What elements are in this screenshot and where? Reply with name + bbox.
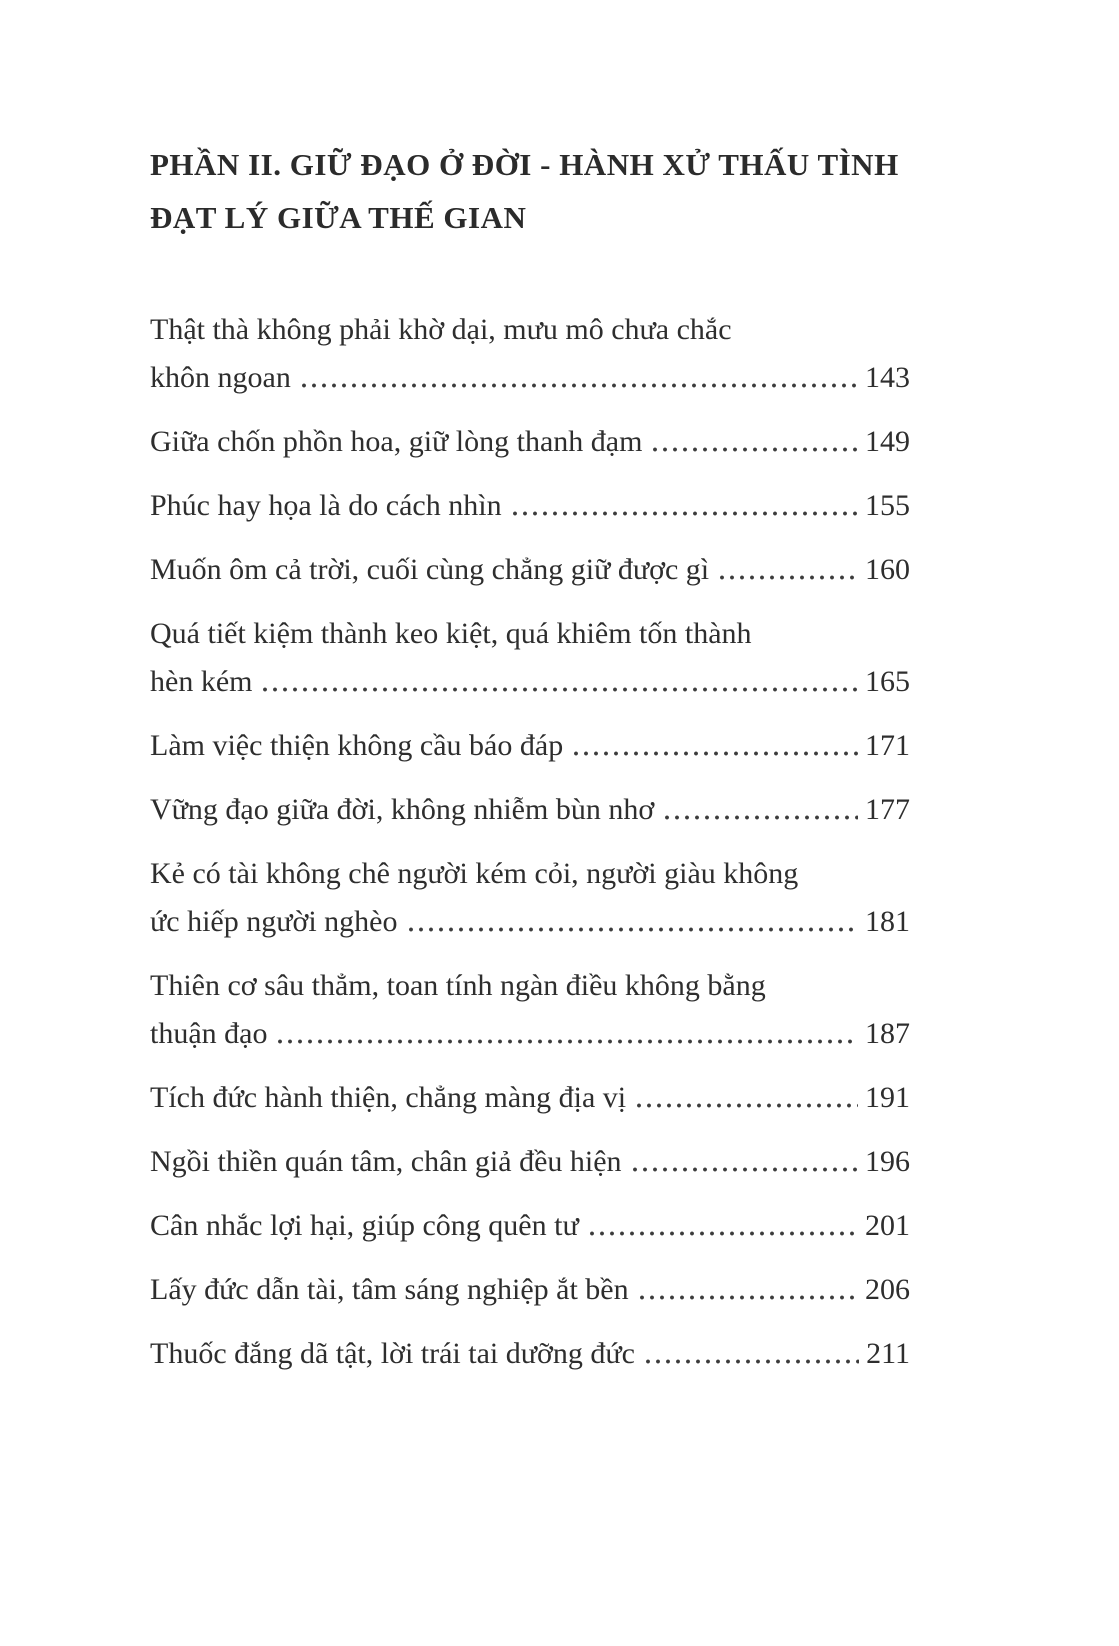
toc-leader-dots bbox=[275, 1038, 858, 1045]
toc-entry-title-line: Quá tiết kiệm thành keo kiệt, quá khiêm tốn thành bbox=[150, 617, 752, 650]
toc-entry-last-line bbox=[150, 722, 910, 770]
toc-entry-last-line bbox=[150, 1010, 910, 1058]
toc-entry-title: Muốn ôm cả trời, cuối cùng chẳng giữ được gì bbox=[150, 553, 710, 586]
toc-entry-title: ức hiếp người nghèo bbox=[150, 905, 398, 938]
toc-page-number: 165 bbox=[865, 665, 910, 698]
toc-entry-last-line bbox=[150, 1330, 910, 1378]
toc-leader-dots bbox=[717, 574, 858, 581]
toc-entry-title: Giữa chốn phồn hoa, giữ lòng thanh đạm bbox=[150, 425, 643, 458]
toc-leader-dots bbox=[662, 814, 858, 821]
toc-page-number: 206 bbox=[865, 1273, 910, 1306]
toc-page-number: 155 bbox=[865, 489, 910, 522]
section-heading-line2: ĐẠT LÝ GIỮA THẾ GIAN bbox=[150, 200, 527, 235]
toc-entry-title: Tích đức hành thiện, chẳng màng địa vị bbox=[150, 1081, 627, 1114]
toc-entry-title: thuận đạo bbox=[150, 1017, 268, 1050]
toc-entry bbox=[150, 850, 910, 946]
toc-page-number: 211 bbox=[866, 1337, 910, 1370]
toc-entry-title: Ngồi thiền quán tâm, chân giả đều hiện bbox=[150, 1145, 622, 1178]
toc-entry bbox=[150, 722, 910, 770]
toc-entry-last-line bbox=[150, 354, 910, 402]
toc-entry bbox=[150, 1138, 910, 1186]
section-heading bbox=[150, 138, 910, 244]
toc-entry-title: Làm việc thiện không cầu báo đáp bbox=[150, 729, 564, 762]
toc-entry bbox=[150, 1202, 910, 1250]
toc-entry-last-line bbox=[150, 482, 910, 530]
toc-page-number: 191 bbox=[865, 1081, 910, 1114]
toc-leader-dots bbox=[630, 1166, 858, 1173]
toc-leader-dots bbox=[650, 446, 858, 453]
toc-page-number: 196 bbox=[865, 1145, 910, 1178]
toc-page-number: 181 bbox=[865, 905, 910, 938]
toc-leader-dots bbox=[571, 750, 858, 757]
toc-entry-title: Lấy đức dẫn tài, tâm sáng nghiệp ắt bền bbox=[150, 1273, 629, 1306]
toc-leader-dots bbox=[643, 1358, 859, 1365]
toc-leader-dots bbox=[510, 510, 858, 517]
toc-page-number: 187 bbox=[865, 1017, 910, 1050]
toc-page-number: 143 bbox=[865, 361, 910, 394]
toc-entry bbox=[150, 1266, 910, 1314]
toc-entry-last-line bbox=[150, 898, 910, 946]
toc-leader-dots bbox=[587, 1230, 858, 1237]
toc-leader-dots bbox=[260, 686, 858, 693]
toc-entry bbox=[150, 610, 910, 706]
toc-page-number: 177 bbox=[865, 793, 910, 826]
toc-entry-title: Vững đạo giữa đời, không nhiễm bùn nhơ bbox=[150, 793, 655, 826]
toc-leader-dots bbox=[406, 926, 859, 933]
toc-leader-dots bbox=[637, 1294, 858, 1301]
toc-entry bbox=[150, 418, 910, 466]
toc-entry-last-line bbox=[150, 1202, 910, 1250]
toc-entry-title: Thuốc đắng dã tật, lời trái tai dưỡng đức bbox=[150, 1337, 635, 1370]
toc-entry-last-line bbox=[150, 418, 910, 466]
toc-leader-dots bbox=[299, 382, 858, 389]
toc-entry bbox=[150, 1330, 910, 1378]
toc-entry-title: khôn ngoan bbox=[150, 361, 291, 394]
toc-list bbox=[150, 306, 910, 1378]
toc-entry-last-line bbox=[150, 546, 910, 594]
toc-entry bbox=[150, 1074, 910, 1122]
toc-entry-last-line bbox=[150, 1266, 910, 1314]
section-heading-line1: PHẦN II. GIỮ ĐẠO Ở ĐỜI - HÀNH XỬ THẤU TÌNH bbox=[150, 147, 899, 182]
toc-entry-title-line: Kẻ có tài không chê người kém cỏi, người giàu không bbox=[150, 857, 799, 890]
toc-entry-title: hèn kém bbox=[150, 665, 253, 698]
toc-entry-last-line bbox=[150, 1074, 910, 1122]
toc-entry-title-line: Thiên cơ sâu thẳm, toan tính ngàn điều không bằng bbox=[150, 969, 766, 1002]
toc-entry-title-line: Thật thà không phải khờ dại, mưu mô chưa chắc bbox=[150, 313, 732, 346]
toc-page-number: 149 bbox=[865, 425, 910, 458]
toc-page-number: 171 bbox=[865, 729, 910, 762]
toc-entry bbox=[150, 962, 910, 1058]
toc-entry-last-line bbox=[150, 1138, 910, 1186]
toc-entry bbox=[150, 546, 910, 594]
toc-entry-title: Cân nhắc lợi hại, giúp công quên tư bbox=[150, 1209, 579, 1242]
toc-entry bbox=[150, 306, 910, 402]
toc-leader-dots bbox=[634, 1102, 858, 1109]
toc-entry-last-line bbox=[150, 658, 910, 706]
toc-entry-last-line bbox=[150, 786, 910, 834]
toc-page-number: 201 bbox=[865, 1209, 910, 1242]
toc-page-number: 160 bbox=[865, 553, 910, 586]
toc-entry bbox=[150, 786, 910, 834]
toc-entry-title: Phúc hay họa là do cách nhìn bbox=[150, 489, 502, 522]
toc-entry bbox=[150, 482, 910, 530]
